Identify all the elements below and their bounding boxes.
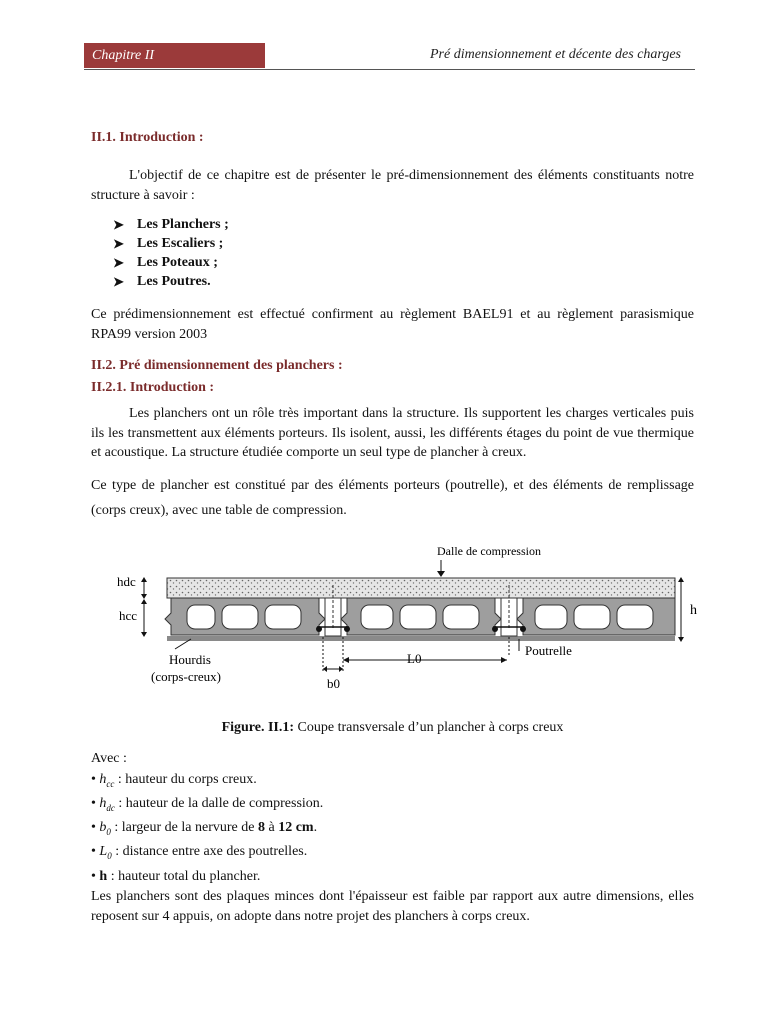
floor-section-diagram — [91, 543, 697, 708]
hcc-label: hcc — [119, 607, 138, 623]
h-label: h — [690, 602, 697, 618]
arrow-bullet-icon: ➤ — [113, 274, 124, 289]
intro-paragraph: L'objectif de ce chapitre est de présenter le pré-dimensionnement des éléments constituants notre structure à savoir : — [91, 168, 694, 203]
b0-label: b0 — [327, 675, 340, 691]
hollow-block — [341, 598, 501, 635]
hdc-label: hdc — [117, 573, 136, 589]
figure-caption — [91, 718, 694, 738]
list-item: • $L_0$ : distance entre axe des poutrelles. — [91, 844, 308, 862]
definitions-list — [91, 749, 694, 926]
list-item: • $b_0$ : largeur de la nervure de 8 à 12 cm. — [91, 820, 318, 837]
hollow-block — [165, 598, 325, 635]
list-item: ➤ Les Poutres. — [113, 274, 211, 289]
planchers-paragraph-1: Les planchers ont un rôle très important dans la structure. Ils supportent les charges verticales puis ils les transmettent aux éléments porteurs. Ils isolent, aussi, les différents étages du point de vue thermique et acoustique. La structure étudiée comporte un seul type de plancher à creux. — [91, 406, 694, 460]
list-item: • $h_{dc}$ : hauteur de la dalle de compression. — [91, 795, 324, 813]
section-heading-intro: II.1. Introduction : — [91, 130, 204, 145]
header-title: Pré dimensionnement et décente des charges — [429, 47, 681, 62]
base-strip — [167, 636, 675, 641]
floor-section-figure — [91, 543, 697, 708]
page-header — [84, 43, 695, 70]
closing-paragraph: Les planchers sont des plaques minces dont l'épaisseur est faible par rapport aux autre dimensions, elles reposent sur 4 appuis, on adopte dans notre projet des planchers à corps creux. — [91, 889, 694, 924]
list-item: ➤ Les Planchers ; — [113, 217, 229, 232]
list-item: ➤ Les Escaliers ; — [113, 236, 224, 251]
dalle-label: Dalle de compression — [437, 543, 541, 558]
poutrelle-label: Poutrelle — [525, 642, 572, 658]
definitions-intro: Avec : — [91, 751, 127, 766]
section-heading-planchers: II.2. Pré dimensionnement des planchers : — [91, 358, 343, 373]
compression-slab — [167, 578, 675, 598]
arrow-bullet-icon: ➤ — [113, 236, 124, 251]
hourdis-label: Hourdis — [169, 651, 211, 667]
figure-caption-text: Coupe transversale d’un plancher à corps creux — [294, 719, 564, 735]
arrow-bullet-icon: ➤ — [113, 217, 124, 232]
regulation-note: Ce prédimensionnement est effectué confirment au règlement BAEL91 et au règlement parasismique RPA99 version 2003 — [91, 307, 694, 342]
l0-label: L0 — [407, 650, 422, 666]
chapter-label: Chapitre II — [84, 43, 265, 68]
page-content — [91, 130, 697, 926]
figure-caption-label: Figure. II.1: — [221, 719, 295, 735]
arrow-bullet-icon: ➤ — [113, 255, 124, 270]
list-item: • h : hauteur total du plancher. — [91, 868, 261, 884]
element-list — [91, 215, 694, 291]
corps-creux-label: (corps-creux) — [151, 668, 222, 684]
hollow-block — [517, 598, 675, 635]
subsection-heading-intro: II.2.1. Introduction : — [91, 380, 215, 395]
list-item: ➤ Les Poteaux ; — [113, 255, 218, 270]
planchers-paragraph-2: Ce type de plancher est constitué par des éléments porteurs (poutrelle), et des éléments de remplissage (corps creux), avec une table de compression. — [91, 477, 694, 518]
list-item: • $h_{cc}$ : hauteur du corps creux. — [91, 771, 257, 789]
